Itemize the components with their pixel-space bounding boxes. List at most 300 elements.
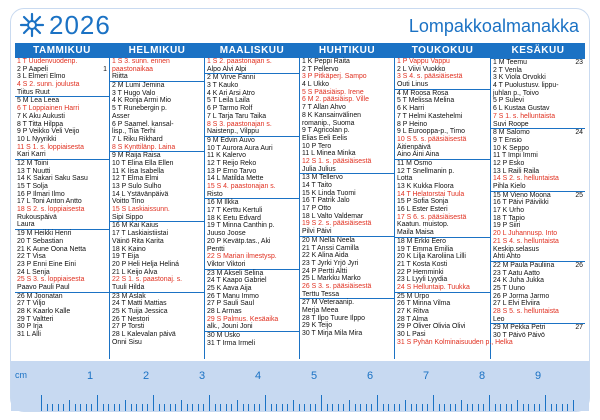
day-text: romanip., Suoma <box>302 119 355 127</box>
day-text: 9 T Ensio <box>493 136 522 144</box>
day-text: Alpo Alvi Alpi <box>207 65 247 73</box>
day-entry <box>395 183 490 191</box>
day-text: 4 L Ukko <box>302 81 329 89</box>
day-text: 17 T Laskiaistiistai <box>112 230 169 238</box>
day-entry <box>395 284 490 292</box>
day-text: 22 P Hemminki <box>397 268 444 276</box>
day-entry <box>15 316 109 324</box>
day-entry <box>205 73 299 82</box>
day-entry <box>395 168 490 176</box>
ruler-tick <box>119 404 120 411</box>
ruler-tick <box>192 404 193 411</box>
day-entry <box>205 285 299 293</box>
day-entry <box>491 277 585 285</box>
day-entry <box>205 198 299 207</box>
day-entry <box>300 268 394 276</box>
day-text: 6 P Saamel. kansal- <box>112 120 174 128</box>
day-entry <box>395 338 513 347</box>
week-number: 25 <box>575 191 583 199</box>
day-text: 24 S Helluntaip. Tuukka <box>397 283 470 291</box>
week-number: 1 <box>103 65 107 73</box>
ruler-tick <box>315 404 316 411</box>
day-entry <box>15 276 109 284</box>
ruler-tick <box>551 404 552 411</box>
ruler-tick <box>427 404 428 411</box>
day-entry <box>205 222 299 230</box>
day-text: 2 T Pellervo <box>302 65 339 73</box>
day-text: 11 T Impi Immi <box>493 152 538 160</box>
day-text: 6 L Kustaa Gustav <box>493 105 550 113</box>
ruler-label: 2 <box>143 370 150 382</box>
day-entry <box>395 300 490 308</box>
month-header: TAMMIKUU <box>15 43 109 58</box>
day-entry <box>110 261 204 269</box>
day-text: 6 T Loppiainen Harri <box>17 105 80 113</box>
day-entry <box>395 97 490 105</box>
ruler-tick <box>455 404 456 411</box>
day-text: 13 K Kukka Floora <box>397 183 454 190</box>
day-text: 24 K Juha Jukka <box>493 277 544 285</box>
day-entry <box>110 73 204 81</box>
day-entry <box>491 332 585 340</box>
ruler-tick <box>332 404 333 411</box>
day-text: 17 P Otto <box>302 205 331 213</box>
ruler-tick <box>523 404 524 411</box>
day-text: 25 M Urpo <box>397 292 430 300</box>
day-text: 13 T Nuutti <box>17 167 51 175</box>
day-entry <box>395 276 490 284</box>
day-text: Naistenp., Vilppu <box>207 128 259 136</box>
week-number: 26 <box>575 261 583 269</box>
day-entry <box>395 269 490 277</box>
day-text: 3 T Hugo Valo <box>112 89 156 97</box>
day-entry <box>205 246 299 254</box>
day-entry <box>300 205 394 213</box>
day-entry <box>110 300 204 308</box>
ruler-tick <box>159 404 160 411</box>
ruler-tick <box>573 400 574 411</box>
day-text: 28 L Armas <box>207 308 242 315</box>
day-text: 29 P Oliver Olivia Olivi <box>397 323 466 331</box>
ruler-tick <box>198 404 199 411</box>
day-text: 1 S 2. paastonajan s. <box>207 58 272 65</box>
ruler-label: 4 <box>255 370 262 382</box>
day-entry <box>395 105 490 113</box>
day-text: 13 P Sulo Sulho <box>112 183 162 190</box>
day-entry <box>491 215 585 223</box>
day-entry <box>300 228 394 236</box>
ruler-tick <box>58 404 59 411</box>
day-text: 8 P Heino <box>397 120 428 128</box>
day-entry <box>110 198 204 206</box>
day-entry <box>110 214 204 222</box>
day-text: 6 M 2. pääsiäisp. Ville <box>302 96 369 104</box>
ruler-tick <box>69 400 70 411</box>
day-text: Kaatun. muistop. <box>397 221 449 229</box>
day-text: Lotta <box>397 175 413 183</box>
day-entry <box>395 253 490 261</box>
day-entry <box>300 190 394 198</box>
ruler-label: 6 <box>367 370 374 382</box>
day-entry <box>205 152 299 160</box>
day-text: 24 T Matti Mattias <box>112 300 167 308</box>
day-entry <box>395 121 490 129</box>
day-text: 31 S Pyhän Kolminaisuuden p., Helka <box>397 338 513 346</box>
day-text: 4 S 2. sunn. joulusta <box>17 81 80 89</box>
day-text: 13 P Erno Tarvo <box>207 167 257 175</box>
day-entry <box>110 160 204 168</box>
ruler-tick <box>97 395 98 411</box>
day-text: 26 P Jorma Jarmo <box>493 292 550 300</box>
day-entry <box>205 90 299 98</box>
day-text: 9 M Edvin Auvo <box>207 136 255 144</box>
ruler-label: 9 <box>535 370 542 382</box>
ruler-tick <box>304 404 305 411</box>
day-entry <box>300 236 394 245</box>
day-entry <box>491 175 585 183</box>
ruler-label: 7 <box>423 370 430 382</box>
ruler-tick <box>483 404 484 411</box>
day-text: juhlan p., Toivo <box>493 89 539 97</box>
ruler-tick <box>63 404 64 411</box>
day-entry <box>491 222 585 230</box>
day-text: paastonaikaa <box>112 65 153 73</box>
day-entry <box>300 104 394 112</box>
day-entry <box>395 246 490 254</box>
ruler-tick <box>310 404 311 411</box>
day-entry <box>395 221 490 229</box>
day-text: Kari Karri <box>17 151 46 159</box>
day-text: 23 M Aslak <box>112 292 146 300</box>
day-text: lisp., Tiia Terhi <box>112 128 156 136</box>
day-text: 16 M Ilkka <box>207 199 239 207</box>
ruler-tick <box>439 404 440 411</box>
day-entry <box>110 113 204 121</box>
ruler-tick <box>181 400 182 411</box>
day-text: 10 S 5. s. pääsiäisestä <box>397 135 467 143</box>
day-entry <box>110 206 204 214</box>
day-entry <box>15 175 109 183</box>
day-text: 31 T Irma Irmeli <box>207 339 255 347</box>
day-text: 3 P Pitkäperj. Sampo <box>302 73 367 81</box>
day-entry <box>205 128 299 136</box>
month-column <box>491 43 585 359</box>
day-text: Maila Maisa <box>397 229 434 237</box>
day-entry <box>110 66 204 74</box>
day-entry <box>491 145 585 153</box>
day-text: 29 S Palmus. Kesäaika <box>207 315 279 323</box>
day-text: 29 T Valtteri <box>17 315 54 323</box>
ruler-tick <box>209 395 210 411</box>
day-entry <box>205 323 299 331</box>
day-entry <box>110 221 204 230</box>
day-text: 18 T Tapio <box>493 214 525 222</box>
ruler-tick <box>170 404 171 411</box>
ruler-tick <box>243 404 244 411</box>
day-entry <box>110 151 204 160</box>
ruler-tick <box>153 395 154 411</box>
day-entry <box>15 183 109 191</box>
day-text: Riitta <box>112 73 128 81</box>
day-entry <box>15 89 109 97</box>
day-text: 24 T Kaapo Gabriel <box>207 277 267 285</box>
ruler-tick <box>500 404 501 411</box>
day-text: 4 K Ari Arsi Atro <box>207 89 255 97</box>
day-entry <box>110 58 204 66</box>
day-text: 28 K Kaarlo Kalle <box>17 308 71 315</box>
day-entry <box>205 105 299 113</box>
day-entry <box>491 293 585 301</box>
day-text: 25 S 3. s. loppiaisesta <box>17 276 85 284</box>
day-text: 31 L Alli <box>17 331 41 339</box>
day-entry <box>15 144 109 152</box>
day-text: Suvi Roope <box>493 120 529 128</box>
day-entry <box>491 58 585 67</box>
ruler-tick <box>287 404 288 411</box>
day-text: alk., Jouni Joni <box>207 323 253 331</box>
day-entry <box>491 323 585 332</box>
day-text: 12 T Elma Elmi <box>112 175 159 183</box>
day-text: 3 S 4. s. pääsiäisestä <box>397 73 463 81</box>
ruler-tick <box>394 404 395 411</box>
day-text: 17 T Kerttu Kertuli <box>207 207 263 215</box>
day-entry <box>491 168 585 176</box>
day-text: 28 L Kalevalan päivä <box>112 331 176 339</box>
day-text: 16 P Ilmari Ilmo <box>17 190 65 198</box>
day-entry <box>395 151 490 159</box>
day-entry <box>15 229 109 238</box>
day-text: 30 P Irja <box>17 323 43 331</box>
day-text: 1 S 3. sunn. ennen <box>112 58 170 65</box>
day-text: Paavo Pauli Paul <box>17 283 70 291</box>
day-text: 12 P Esko <box>493 159 525 167</box>
day-entry <box>15 105 109 113</box>
day-entry <box>110 191 204 199</box>
day-entry <box>491 238 585 246</box>
ruler-tick <box>147 404 148 411</box>
day-entry <box>491 253 585 261</box>
day-text: 26 M Joonatan <box>17 292 63 300</box>
day-entry <box>491 300 585 308</box>
day-text: 7 T Helmi Kastehelmi <box>397 112 463 120</box>
day-entry <box>205 121 299 129</box>
day-entry <box>110 121 204 129</box>
day-entry <box>300 275 394 283</box>
day-entry <box>205 215 299 223</box>
day-text: 10 L Nyyrikki <box>17 135 57 143</box>
day-entry <box>491 128 585 137</box>
ruler-tick <box>175 404 176 411</box>
day-text: 15 M Vieno Moona <box>493 191 551 199</box>
day-text: Onni Sisu <box>112 338 142 346</box>
day-entry <box>205 238 299 246</box>
day-entry <box>110 339 204 347</box>
day-entry <box>300 143 394 151</box>
day-text: 23 L Lyyli Lyydia <box>397 276 448 284</box>
day-text: 14 K Sakari Saku Sasu <box>17 175 88 183</box>
day-entry <box>15 261 109 269</box>
day-text: 11 K Kalervo <box>207 152 246 160</box>
day-text: 11 S 1. s. loppiaisesta <box>17 143 84 151</box>
day-text: 3 T Kauko <box>207 82 239 90</box>
day-entry <box>205 331 299 340</box>
day-text: 23 T Aatu Aatto <box>493 269 540 277</box>
day-entry <box>15 198 109 206</box>
day-entry <box>395 229 490 237</box>
day-entry <box>395 81 490 89</box>
day-entry <box>491 230 585 238</box>
day-text: 23 M Akseli Selina <box>207 269 264 277</box>
ruler-tick <box>511 404 512 411</box>
day-text: 7 T Allan Ahvo <box>302 104 346 112</box>
day-text: 1 M Teemu <box>493 59 527 66</box>
snowflake-sun-icon <box>19 12 45 38</box>
day-text: 2 T Venla <box>493 66 522 74</box>
day-text: 15 K Linda Tuomi <box>302 189 356 197</box>
day-entry <box>110 97 204 105</box>
day-text: 14 L Matilda Mette <box>207 175 264 183</box>
day-entry <box>395 323 490 331</box>
day-text: 5 M Lea Leea <box>17 97 60 105</box>
day-entry <box>205 97 299 105</box>
ruler-tick <box>562 404 563 411</box>
day-text: Väinö Rita Karita <box>112 237 164 245</box>
day-text: 3 L Elmeri Elmo <box>17 73 66 81</box>
day-text: 27 T Viljo <box>17 300 46 308</box>
day-entry <box>110 316 204 324</box>
day-entry <box>15 246 109 254</box>
day-entry <box>15 151 109 159</box>
ruler-tick <box>545 395 546 411</box>
day-entry <box>395 73 490 81</box>
day-entry <box>205 136 299 145</box>
ruler-tick <box>539 404 540 411</box>
day-entry <box>110 128 204 136</box>
day-entry <box>205 269 299 278</box>
ruler-tick <box>371 404 372 411</box>
day-text: 14 L Ystävänpäivä <box>112 190 169 198</box>
day-text: Tuuli Hilda <box>112 283 145 291</box>
ruler-tick <box>405 400 406 411</box>
month-header: KESÄKUU <box>491 43 585 58</box>
day-text: 20 T Sebastian <box>17 237 64 245</box>
day-text: Leo <box>493 315 505 323</box>
day-text: Juuso Joose <box>207 230 246 238</box>
day-text: 4 K Ronja Armi Mio <box>112 97 171 105</box>
day-entry <box>491 97 585 105</box>
day-entry <box>300 166 394 174</box>
day-entry <box>205 293 299 301</box>
day-entry <box>15 168 109 176</box>
ruler-tick <box>343 404 344 411</box>
day-text: Outi Linus <box>397 81 429 89</box>
day-text: 10 K Seppo <box>493 144 530 152</box>
ruler-tick <box>422 404 423 411</box>
day-entry <box>300 66 394 74</box>
day-entry <box>491 199 585 207</box>
day-text: 25 L Markku Marko <box>302 275 361 283</box>
day-entry <box>300 158 394 166</box>
day-text: 11 M Osmo <box>397 159 433 167</box>
day-text: Ahti Ahto <box>493 253 521 261</box>
day-text: 25 K Aava Aija <box>207 284 252 292</box>
ruler-tick <box>254 404 255 411</box>
day-entry <box>205 82 299 90</box>
day-text: 15 S 4. paastonajan s. <box>207 183 276 190</box>
ruler-tick <box>299 404 300 411</box>
day-entry <box>300 173 394 182</box>
day-entry <box>110 253 204 261</box>
day-entry <box>395 89 490 98</box>
day-entry <box>395 316 490 324</box>
day-entry <box>395 198 490 206</box>
ruler-tick <box>259 404 260 411</box>
day-entry <box>110 230 204 238</box>
day-text: Äitienpäivä <box>397 143 431 151</box>
day-entry <box>205 316 299 324</box>
week-number: 24 <box>575 129 583 137</box>
day-text: 13 M Tellervo <box>302 174 343 182</box>
ruler-tick <box>108 404 109 411</box>
day-text: 15 T Solja <box>17 183 48 190</box>
ruler-tick <box>567 404 568 411</box>
day-entry <box>395 206 490 214</box>
day-entry <box>395 113 490 121</box>
day-entry <box>491 316 585 324</box>
day-text: 2 M Lumi Jemina <box>112 82 165 90</box>
day-text: 24 P Pertti Altti <box>302 267 348 275</box>
day-entry <box>491 160 585 168</box>
day-entry <box>110 136 204 144</box>
day-text: 6 K Harri <box>397 105 425 113</box>
ruler-tick <box>506 404 507 411</box>
ruler-tick <box>282 404 283 411</box>
day-text: Asser <box>112 112 130 120</box>
day-text: 15 S Laskiaissunn. <box>112 206 170 214</box>
day-entry <box>110 90 204 98</box>
day-text: 20 L Juhannusp. Into <box>493 230 558 238</box>
day-text: 16 T Patrik Jalo <box>302 197 350 205</box>
ruler-tick <box>103 404 104 411</box>
day-entry <box>491 152 585 160</box>
day-entry <box>110 105 204 113</box>
day-entry <box>110 168 204 176</box>
day-entry <box>205 66 299 74</box>
day-text: 8 K Kansainvälinen <box>302 111 361 119</box>
day-text: 8 T Titta Hilppa <box>17 120 64 128</box>
month-header: MAALISKUU <box>205 43 299 58</box>
day-text: 20 M Nella Neela <box>302 236 355 244</box>
day-text: 9 P Veikko Veli Veijo <box>17 128 80 136</box>
day-text: 19 S 2. s. pääsiäisestä <box>302 220 372 228</box>
day-text: 22 K Alina Aida <box>302 252 349 260</box>
ruler-tick <box>271 404 272 411</box>
day-text: 27 P Sauli Saul <box>207 300 254 308</box>
day-text: 5 P Sulevi <box>493 97 524 105</box>
day-entry <box>110 175 204 183</box>
day-entry <box>110 284 204 292</box>
day-entry <box>205 191 299 199</box>
day-text: 30 T Päivö Päivö <box>493 332 545 340</box>
day-entry <box>15 214 109 222</box>
day-entry <box>110 183 204 191</box>
day-text: Pihla Kielo <box>493 183 526 190</box>
day-text: 19 P Siiri <box>493 222 521 230</box>
day-text: 7 L Riku Rikhard <box>112 135 163 143</box>
day-text: 9 M Raija Raisa <box>112 152 161 160</box>
ruler-tick <box>399 404 400 411</box>
day-text: 25 T Uuno <box>493 284 525 292</box>
